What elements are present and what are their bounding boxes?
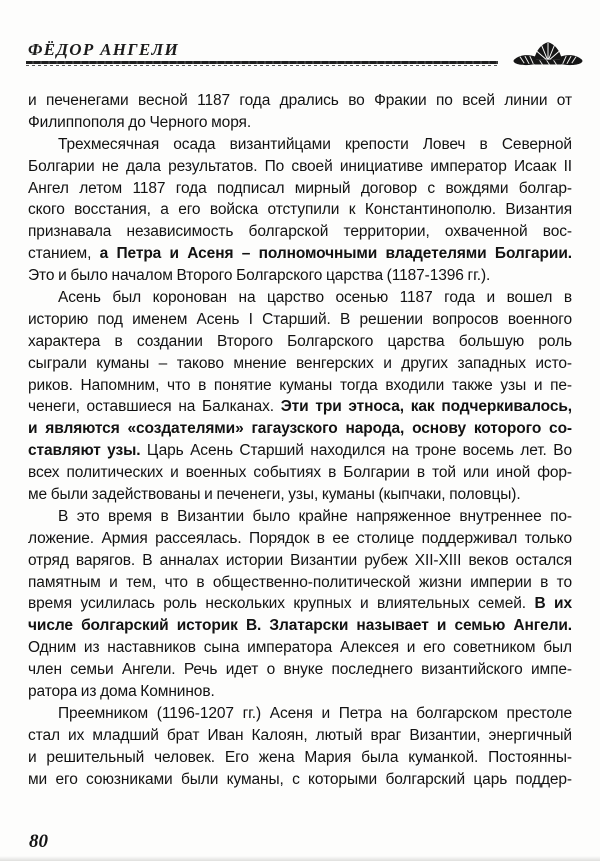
text-line: станием, а Петра и Асеня – полномочными владетелями Болгарии. — [28, 245, 572, 263]
paragraph — [28, 90, 572, 134]
text-line: Болгарии не дала результатов. По своей инициативе император Исаак II — [28, 157, 572, 175]
header-rule — [26, 61, 498, 64]
text-line: и решительный человек. Его жена Мария была куманкой. Постоянны- — [28, 748, 572, 766]
text-line: и печенегами весной 1187 года дрались во Фракии по всей линии от — [28, 92, 572, 109]
text-line: ратора из дома Комнинов. — [28, 683, 215, 701]
text-line: сыграли куманы – таково мнение венгерских и других западных исто- — [28, 354, 572, 372]
text-line: Это и было началом Второго Болгарского царства (1187-1396 гг.). — [28, 267, 491, 285]
text-line: ского восстания, а его войска отступили к Константинополю. Византия — [28, 201, 572, 219]
fan-palmette-ornament-icon — [512, 40, 584, 68]
paragraph — [28, 506, 572, 703]
text-line: и являются «создателями» гагаузского народа, основу которого со- — [28, 420, 572, 438]
text-line: член семьи Ангели. Речь идет о внуке последнего византийского импе- — [28, 661, 572, 679]
text-line: Одним из наставников сына императора Алексея и его советником был — [28, 639, 572, 657]
text-line: Трехмесячная осада византийцами крепости Ловеч в Северной — [58, 135, 572, 153]
text-line: В это время в Византии было крайне напряженное внутреннее по- — [58, 507, 572, 525]
text-line: всех политических и военных событиях в Болгарии в той или иной фор- — [28, 464, 572, 482]
paragraph — [28, 703, 572, 791]
text-line: Филиппополя до Черного моря. — [28, 113, 252, 131]
text-line: риков. Напомним, что в понятие куманы тогда входили также узы и пе- — [28, 376, 572, 394]
text-line: историю под именем Асень I Старший. В решении вопросов военного — [28, 310, 572, 328]
text-line: Ангел летом 1187 года подписал мирный договор с вождями болгар- — [28, 179, 572, 197]
text-line: ставляют узы. Царь Асень Старший находился на троне восемь лет. Во — [28, 442, 572, 460]
text-line: ченеги, оставшиеся на Балканах. Эти три этноса, как подчеркивалось, — [28, 398, 572, 416]
text-line: стал их младший брат Иван Калоян, лютый враг Византии, энергичный — [28, 726, 572, 744]
text-line: отряд варягов. В анналах истории Византии рубеж XII-XIII веков остался — [28, 551, 572, 569]
text-line: ме были задействованы и печенеги, узы, куманы (кыпчаки, половцы). — [28, 486, 521, 504]
text-line: время усилилась роль нескольких крупных и влиятельных семей. В их — [28, 595, 572, 613]
text-line: ми его союзниками были куманы, с которыми болгарский царь поддер- — [28, 770, 572, 788]
body-text — [28, 90, 572, 791]
text-line: признавала независимость болгарской территории, охваченной вос- — [28, 223, 572, 241]
text-line: Асень был коронован на царство осенью 1187 года и вошел в — [58, 289, 572, 307]
running-head-author: ФЁДОР АНГЕЛИ — [28, 40, 179, 59]
header-rule-texture — [26, 65, 498, 66]
page-number: 80 — [29, 831, 48, 852]
text-line: Преемником (1196-1207 гг.) Асеня и Петра на болгарском престоле — [58, 704, 572, 722]
text-line: характера в создании Второго Болгарского царства большую роль — [28, 332, 572, 350]
text-line: ложение. Армия рассеялась. Порядок в ее столице поддерживал только — [28, 529, 572, 547]
scan-edge-shadow — [0, 856, 600, 861]
text-line: памятным и тем, что в общественно-политической жизни империи в то — [28, 573, 572, 591]
paragraph — [28, 134, 572, 287]
text-line: числе болгарский историк В. Златарски называет и семью Ангели. — [28, 617, 572, 635]
paragraph — [28, 287, 572, 506]
